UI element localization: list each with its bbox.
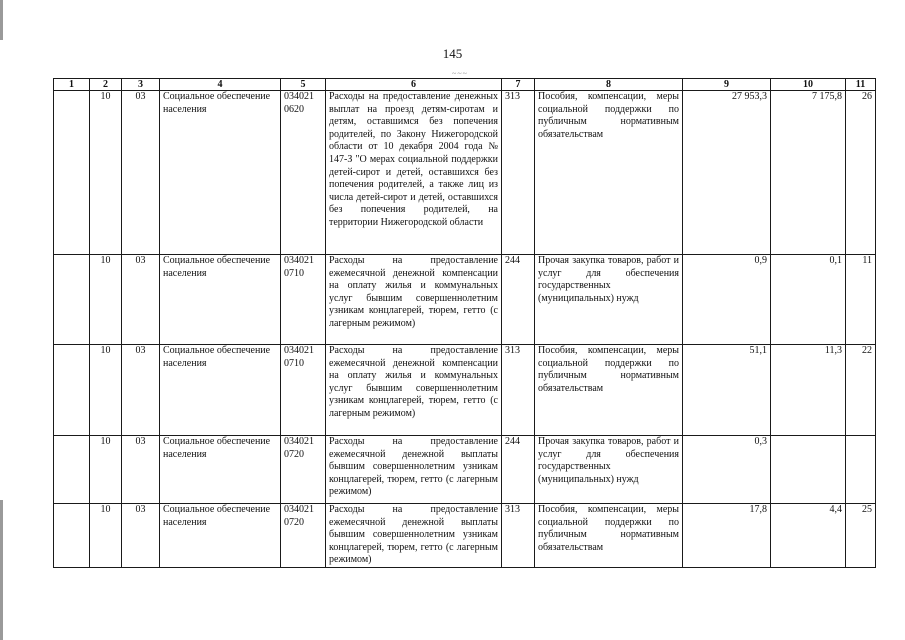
cell-col-10 — [771, 436, 846, 504]
cell-target-name: Расходы на предоставление ежемесячной денежной выплаты бывшим совершеннолетним узникам концлагерей, тюрем, гетто (с лагерным режимом) — [326, 436, 502, 504]
cell-col-9: 0,9 — [683, 255, 771, 345]
cell-col-11: 26 — [846, 91, 876, 255]
header-col-6: 6 — [326, 79, 502, 91]
cell-col-1 — [54, 255, 90, 345]
cell-col-9: 27 953,3 — [683, 91, 771, 255]
cell-target-code: 034021 0710 — [281, 345, 326, 436]
header-col-5: 5 — [281, 79, 326, 91]
cell-section-name: Социальное обеспечение населения — [160, 345, 281, 436]
cell-subsection: 03 — [122, 504, 160, 568]
cell-expense-name: Прочая закупка товаров, работ и услуг для обеспечения государственных (муниципальных) нужд — [535, 255, 683, 345]
cell-col-10: 7 175,8 — [771, 91, 846, 255]
cell-subsection: 03 — [122, 255, 160, 345]
cell-section: 10 — [90, 504, 122, 568]
header-col-3: 3 — [122, 79, 160, 91]
header-col-10: 10 — [771, 79, 846, 91]
cell-section-name: Социальное обеспечение населения — [160, 504, 281, 568]
cell-section: 10 — [90, 436, 122, 504]
table-row — [54, 91, 876, 255]
cell-col-11: 11 — [846, 255, 876, 345]
cell-subsection: 03 — [122, 345, 160, 436]
cell-target-code: 034021 0620 — [281, 91, 326, 255]
cell-col-11: 25 — [846, 504, 876, 568]
cell-expense-code: 313 — [502, 91, 535, 255]
cell-col-10: 11,3 — [771, 345, 846, 436]
cell-expense-code: 313 — [502, 345, 535, 436]
cell-section: 10 — [90, 255, 122, 345]
cell-expense-name: Пособия, компенсации, меры социальной поддержки по публичным нормативным обязательствам — [535, 504, 683, 568]
cell-col-9: 17,8 — [683, 504, 771, 568]
cell-target-name: Расходы на предоставление ежемесячной денежной компенсации на оплату жилья и коммунальных услуг бывшим совершеннолетним узникам концлагерей, тюрем, гетто (с лагерным режимом) — [326, 255, 502, 345]
cell-target-code: 034021 0720 — [281, 436, 326, 504]
cell-col-9: 51,1 — [683, 345, 771, 436]
cell-subsection: 03 — [122, 91, 160, 255]
cell-expense-name: Прочая закупка товаров, работ и услуг для обеспечения государственных (муниципальных) нужд — [535, 436, 683, 504]
header-col-1: 1 — [54, 79, 90, 91]
header-col-11: 11 — [846, 79, 876, 91]
scan-mark: ~~~ — [452, 69, 468, 78]
cell-col-1 — [54, 91, 90, 255]
cell-col-1 — [54, 436, 90, 504]
cell-subsection: 03 — [122, 436, 160, 504]
header-row — [54, 79, 876, 91]
header-col-7: 7 — [502, 79, 535, 91]
cell-section-name: Социальное обеспечение населения — [160, 255, 281, 345]
cell-section-name: Социальное обеспечение населения — [160, 436, 281, 504]
cell-target-code: 034021 0710 — [281, 255, 326, 345]
table-row — [54, 504, 876, 568]
cell-target-name: Расходы на предоставление ежемесячной денежной выплаты бывшим совершеннолетним узникам концлагерей, тюрем, гетто (с лагерным режимом) — [326, 504, 502, 568]
cell-expense-code: 244 — [502, 436, 535, 504]
edge-mark-top — [0, 0, 3, 40]
cell-col-1 — [54, 504, 90, 568]
table-row — [54, 436, 876, 504]
cell-section: 10 — [90, 91, 122, 255]
cell-expense-code: 244 — [502, 255, 535, 345]
header-col-2: 2 — [90, 79, 122, 91]
cell-col-9: 0,3 — [683, 436, 771, 504]
page-number: 145 — [442, 46, 463, 61]
header-col-9: 9 — [683, 79, 771, 91]
cell-expense-code: 313 — [502, 504, 535, 568]
edge-mark-bottom — [0, 500, 3, 640]
cell-col-1 — [54, 345, 90, 436]
cell-expense-name: Пособия, компенсации, меры социальной поддержки по публичным нормативным обязательствам — [535, 91, 683, 255]
header-col-8: 8 — [535, 79, 683, 91]
cell-col-11 — [846, 436, 876, 504]
header-col-4: 4 — [160, 79, 281, 91]
cell-section: 10 — [90, 345, 122, 436]
cell-target-code: 034021 0720 — [281, 504, 326, 568]
cell-col-10: 0,1 — [771, 255, 846, 345]
cell-col-11: 22 — [846, 345, 876, 436]
budget-table — [53, 78, 876, 568]
cell-target-name: Расходы на предоставление ежемесячной денежной компенсации на оплату жилья и коммунальных услуг бывшим совершеннолетним узникам концлагерей, тюрем, гетто (с лагерным режимом) — [326, 345, 502, 436]
cell-expense-name: Пособия, компенсации, меры социальной поддержки по публичным нормативным обязательствам — [535, 345, 683, 436]
cell-target-name: Расходы на предоставление денежных выплат на проезд детям-сиротам и детям, оставшимся без попечения родителей, по Закону Нижегородской области от 10 декабря 2004 года № 147-З "О мерах социальной поддержки детей-сирот и детей, оставшихся без попечения родителей, а также лиц из числа детей-сирот и детей, оставшихся без попечения родителей, на территории Нижегородской области — [326, 91, 502, 255]
cell-col-10: 4,4 — [771, 504, 846, 568]
table-row — [54, 255, 876, 345]
cell-section-name: Социальное обеспечение населения — [160, 91, 281, 255]
table-row — [54, 345, 876, 436]
